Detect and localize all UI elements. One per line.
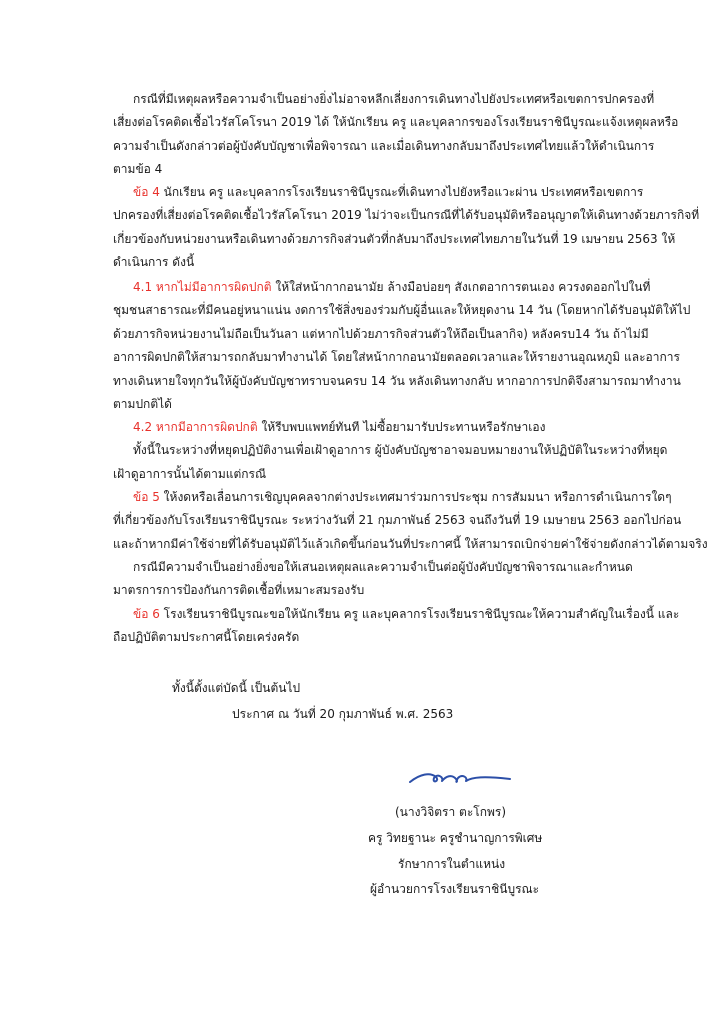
text-line: ตามปกติได้ (113, 397, 172, 412)
text-line: ที่เกี่ยวข้องกับโรงเรียนราชินีบูรณะ ระหว่างวันที่ 21 กุมภาพันธ์ 2563 จนถึงวันที่ 19 เมษายน 2563 ออกไปก่อน (113, 513, 682, 528)
paragraph-clause-6 (113, 603, 680, 650)
signatory-rank: ครู วิทยฐานะ ครูชำนาญการพิเศษ (368, 831, 543, 845)
clause-heading: ข้อ 5 (133, 490, 160, 504)
text-line: กรณีที่มีเหตุผลหรือความจำเป็นอย่างยิ่งไม่อาจหลีกเลี่ยงการเดินทางไปยังประเทศหรือเขตการปกครองที่ (133, 92, 655, 106)
paragraph-clause-4-1 (113, 276, 691, 416)
clause-heading: ข้อ 4 (133, 185, 160, 199)
text-line: เฝ้าดูอาการนั้นได้ตามแต่กรณี (113, 466, 267, 481)
paragraph-clause-5 (113, 486, 708, 556)
text-line: ทางเดินหายใจทุกวันให้ผู้บังคับบัญชาทราบจนครบ 14 วัน หลังเดินทางกลับ หากอาการปกติจึงสามารถมาทำงาน (113, 373, 681, 388)
text-line: ทั้งนี้ในระหว่างที่หยุดปฏิบัติงานเพื่อเฝ้าดูอาการ ผู้บังคับบัญชาอาจมอบหมายงานให้ปฏิบัติในระหว่างที่หยุด (133, 443, 668, 458)
text-line (113, 603, 680, 626)
text-line: เกี่ยวข้องกับหน่วยงานหรือเดินทางด้วยภารกิจส่วนตัวที่กลับมาถึงประเทศไทยภายในวันที่ 19 เมษายน 2563 ให้ (113, 231, 676, 246)
text-line: ด้วยภารกิจหน่วยงานไม่ถือเป็นวันลา แต่หากไปด้วยภารกิจส่วนตัวให้ถือเป็นลากิจ) หลังครบ14 วัน ถ้าไม่มี (113, 326, 649, 341)
text-line: เสี่ยงต่อโรคติดเชื้อไวรัสโคโรนา 2019 ได้ ให้นักเรียน ครู และบุคลากรของโรงเรียนราชินีบูรณะแจ้งเหตุผลหรือ (113, 115, 679, 130)
signatory-name: (นางวิจิตรา ตะโกพร) (395, 805, 507, 819)
signatory-acting: รักษาการในตำแหน่ง (398, 857, 506, 871)
text-line: ชุมชนสาธารณะที่มีคนอยู่หนาแน่น งดการใช้สิ่งของร่วมกับผู้อื่นและให้หยุดงาน 14 วัน (โดยหากได้รับอนุมัติให้ไป (113, 303, 691, 318)
text-run: ให้รีบพบแพทย์ทันที ไม่ซื้อยามารับประทานหรือรักษาเอง (257, 420, 546, 434)
text-line: มาตรการการป้องกันการติดเชื้อที่เหมาะสมรองรับ (113, 583, 365, 598)
text-line (113, 416, 633, 439)
text-line: และถ้าหากมีค่าใช้จ่ายที่ได้รับอนุมัติไว้แล้วเกิดขึ้นก่อนวันที่ประกาศนี้ ให้สามารถเบิกจ่ายค่าใช้จ่ายดังกล่าวได้ตามจริง (113, 536, 708, 551)
text-run: ให้ใส่หน้ากากอนามัย ล้างมือบ่อยๆ สังเกตอาการตนเอง ควรงดออกไปในที่ (271, 280, 651, 294)
signatory-position: ผู้อำนวยการโรงเรียนราชินีบูรณะ (370, 882, 540, 896)
text-line: ดำเนินการ ดังนี้ (113, 255, 195, 270)
text-line: อาการผิดปกติให้สามารถกลับมาทำงานได้ โดยใส่หน้ากากอนามัยตลอดเวลาและให้รายงานอุณหภูมิ และอาการ (113, 350, 680, 365)
handwritten-signature (406, 764, 516, 792)
text-line: กรณีมีความจำเป็นอย่างยิ่งขอให้เสนอเหตุผลและความจำเป็นต่อผู้บังคับบัญชาพิจารณาและกำหนด (133, 560, 633, 574)
text-line: ตามข้อ 4 (113, 162, 163, 177)
clause-heading: ข้อ 6 (133, 607, 160, 621)
text-line (113, 276, 651, 299)
paragraph-clause-4-2 (113, 416, 668, 486)
text-run: โรงเรียนราชินีบูรณะขอให้นักเรียน ครู และบุคลากรโรงเรียนราชินีบูรณะให้ความสำคัญในเรื่องนี้ และ (159, 607, 680, 621)
text-line (113, 181, 644, 204)
text-line: ความจำเป็นดังกล่าวต่อผู้บังคับบัญชาเพื่อพิจารณา และเมื่อเดินทางกลับมาถึงประเทศไทยแล้วให้ดำเนินการ (113, 138, 655, 153)
text-run: ให้งดหรือเลื่อนการเชิญบุคคลจากต่างประเทศมาร่วมการประชุม การสัมมนา หรือการดำเนินการใดๆ (159, 490, 672, 504)
announcement-date-line: ประกาศ ณ วันที่ 20 กุมภาพันธ์ พ.ศ. 2563 (232, 707, 454, 721)
text-run: นักเรียน ครู และบุคลากรโรงเรียนราชินีบูรณะที่เดินทางไปยังหรือแวะผ่าน ประเทศหรือเขตการ (159, 185, 644, 199)
text-line (113, 486, 672, 509)
effective-date-line: ทั้งนี้ตั้งแต่บัดนี้ เป็นต้นไป (172, 681, 301, 695)
clause-heading: 4.2 หากมีอาการผิดปกติ (133, 420, 258, 434)
text-line: ถือปฏิบัติตามประกาศนี้โดยเคร่งครัด (113, 630, 300, 645)
paragraph-necessity (113, 556, 633, 603)
clause-heading: 4.1 หากไม่มีอาการผิดปกติ (133, 280, 272, 294)
paragraph-exception (113, 88, 679, 182)
text-line: ปกครองที่เสี่ยงต่อโรคติดเชื้อไวรัสโคโรนา 2019 ไม่ว่าจะเป็นกรณีที่ได้รับอนุมัติหรืออนุญาตให้เดินทางด้วยภารกิจที่ (113, 208, 700, 223)
paragraph-clause-4 (113, 181, 700, 275)
